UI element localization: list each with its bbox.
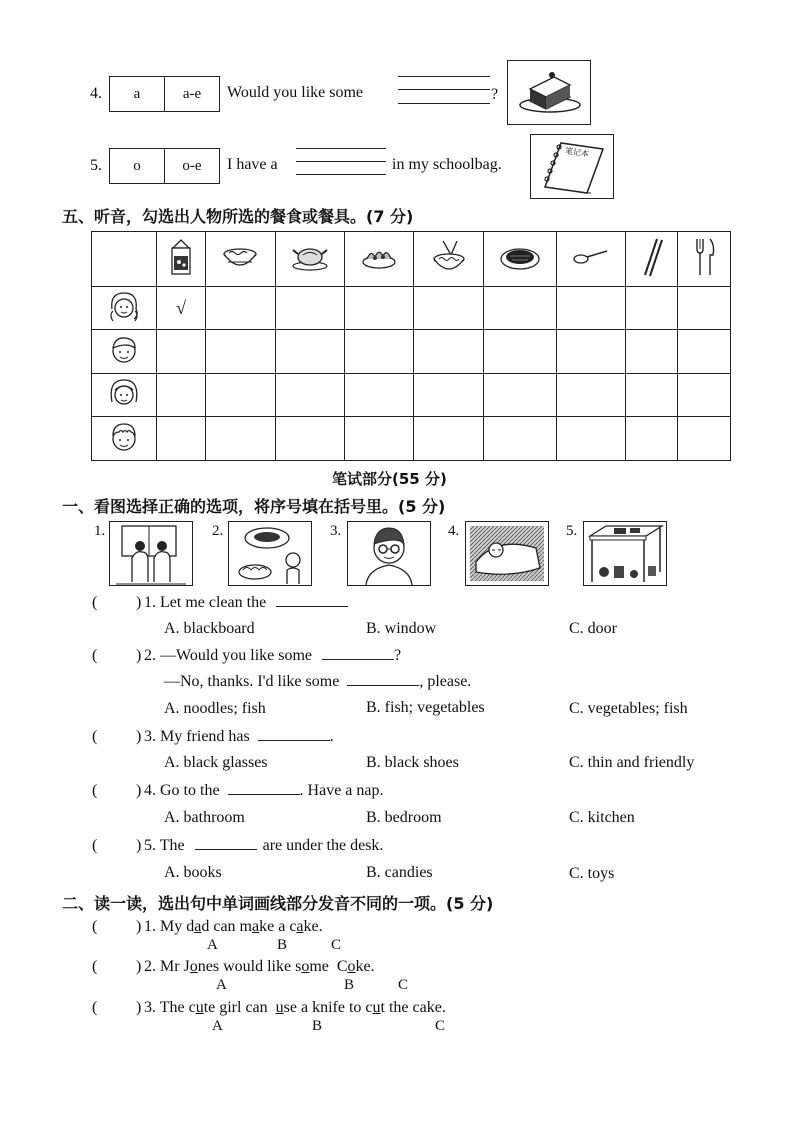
- col-milk: [157, 232, 206, 287]
- col-noodles-bowl: [206, 232, 275, 287]
- q2-blank-1[interactable]: [322, 659, 394, 660]
- q4-blank[interactable]: [228, 794, 300, 795]
- grid-cell[interactable]: [625, 330, 677, 374]
- q3-option-c[interactable]: C. thin and friendly: [569, 754, 695, 771]
- grid-cell[interactable]: [678, 330, 731, 374]
- col-chicken: [275, 232, 344, 287]
- s2q2-p3: me C: [309, 958, 348, 975]
- s2q1-u1: a: [194, 918, 202, 935]
- q1-option-c[interactable]: C. door: [569, 620, 617, 637]
- q4-line-2: [398, 89, 490, 90]
- col-vegetables: [344, 232, 413, 287]
- q3-option-b[interactable]: B. black shoes: [366, 754, 459, 771]
- q5-phonics-box: [109, 148, 220, 184]
- q3-stem: [144, 728, 334, 746]
- q1-blank[interactable]: [276, 606, 348, 607]
- q5s-option-b[interactable]: B. candies: [366, 864, 433, 881]
- q2-option-a[interactable]: A. noodles; fish: [164, 700, 266, 717]
- check-mark: √: [176, 297, 186, 318]
- q5s-stem: [144, 837, 383, 855]
- q2-paren-open: (: [92, 647, 98, 664]
- picture-food-choice: [228, 521, 312, 586]
- grid-cell[interactable]: [275, 330, 344, 374]
- row-boy-2: [92, 417, 157, 461]
- grid-cell[interactable]: [483, 287, 556, 330]
- col-noodles: [414, 232, 483, 287]
- s2q2-letter-c: C: [398, 977, 409, 993]
- q4-stem: [144, 782, 384, 800]
- grid-cell[interactable]: [206, 330, 275, 374]
- s2q1-u2: a: [252, 918, 260, 935]
- notebook-label: 笔记本: [564, 146, 590, 159]
- chicken-icon: [290, 242, 330, 272]
- s2q2-paren-close: ): [136, 958, 142, 975]
- grid-cell[interactable]: [414, 374, 483, 417]
- written-title: 笔试部分(55 分): [332, 470, 447, 488]
- steak-icon: [499, 242, 541, 272]
- grid-cell[interactable]: [344, 417, 413, 461]
- q2-paren-close: ): [136, 647, 142, 664]
- q5s-option-a[interactable]: A. books: [164, 864, 222, 881]
- q1-paren-open: (: [92, 594, 98, 611]
- q4-paren-open: (: [92, 782, 98, 799]
- grid-cell[interactable]: [483, 417, 556, 461]
- grid-cell[interactable]: [157, 374, 206, 417]
- q2-text: 2. —Would you like some: [144, 647, 313, 664]
- q2-stem: [144, 647, 401, 665]
- q4-option-c[interactable]: C. kitchen: [569, 809, 635, 826]
- q4-end: . Have a nap.: [299, 782, 384, 799]
- q3-blank[interactable]: [258, 740, 330, 741]
- grid-cell[interactable]: [206, 417, 275, 461]
- q4-text: Would you like some: [227, 84, 364, 101]
- s2q3-u3: u: [372, 999, 381, 1016]
- s2q1-letter-a: A: [207, 937, 218, 953]
- q2-line2-text: —No, thanks. I'd like some: [164, 673, 340, 690]
- q3-text: 3. My friend has: [144, 728, 250, 745]
- grid-cell[interactable]: [157, 330, 206, 374]
- q5s-end: are under the desk.: [262, 837, 384, 854]
- grid-corner: [92, 232, 157, 287]
- s2q1-p3: ke a c: [259, 918, 297, 935]
- q4-cell-2: a-e: [164, 77, 219, 111]
- notebook-picture: [530, 134, 614, 199]
- q4-line-3: [398, 103, 490, 104]
- boy-face-icon: [107, 333, 141, 367]
- knife-fork-icon: [689, 237, 719, 277]
- chopsticks-icon: [637, 237, 667, 277]
- s2q3-paren-close: ): [136, 999, 142, 1016]
- s2q2-letter-a: A: [216, 977, 227, 993]
- pic3-number: 3.: [330, 523, 342, 539]
- col-knife-fork: [678, 232, 731, 287]
- listening-grid: [91, 231, 731, 461]
- pic5-number: 5.: [566, 523, 578, 539]
- grid-cell[interactable]: [344, 374, 413, 417]
- q5s-blank[interactable]: [195, 849, 257, 850]
- q4-number: 4.: [90, 85, 102, 102]
- s2q3-p1: 3. The c: [144, 999, 196, 1016]
- milk-icon: [167, 238, 195, 276]
- q4-paren-close: ): [136, 782, 142, 799]
- girl-face-icon: [107, 289, 141, 323]
- s2q1-paren-open: (: [92, 918, 98, 935]
- grid-cell[interactable]: [556, 330, 625, 374]
- grid-cell[interactable]: [275, 374, 344, 417]
- q5-cell-1: o: [133, 157, 141, 174]
- q4-option-b[interactable]: B. bedroom: [366, 809, 442, 826]
- grid-cell[interactable]: [275, 287, 344, 330]
- spoon-icon: [571, 245, 611, 269]
- q4-end: ?: [491, 86, 499, 103]
- picture-window-cleaning: [109, 521, 193, 586]
- q2-blank-2[interactable]: [347, 685, 419, 686]
- s2q1-p1: 1. My d: [144, 918, 195, 935]
- noodles-icon: [429, 239, 469, 275]
- row-boy-1: [92, 330, 157, 374]
- grid-cell[interactable]: [556, 417, 625, 461]
- grid-cell[interactable]: [157, 417, 206, 461]
- grid-cell[interactable]: [206, 287, 275, 330]
- q5-line-2: [296, 161, 386, 162]
- grid-cell[interactable]: [678, 374, 731, 417]
- s2q3-letter-a: A: [212, 1018, 223, 1034]
- q1-stem: [144, 594, 348, 612]
- q4-line-1: [398, 76, 490, 77]
- s2q2-p2: nes would like s: [197, 958, 302, 975]
- q2-option-c[interactable]: C. vegetables; fish: [569, 700, 688, 717]
- s2q2-p1: 2. Mr J: [144, 958, 190, 975]
- row-girl-1: [92, 287, 157, 330]
- q3-option-a[interactable]: A. black glasses: [164, 754, 268, 771]
- s2q2-letter-b: B: [344, 977, 355, 993]
- grid-cell[interactable]: [414, 330, 483, 374]
- q5-number: 5.: [90, 157, 102, 174]
- s2q3-sentence: [144, 999, 446, 1017]
- pic2-number: 2.: [212, 523, 224, 539]
- pic1-number: 1.: [94, 523, 106, 539]
- s2q3-u1: u: [195, 999, 204, 1016]
- q2-line2-end: , please.: [419, 673, 472, 690]
- q4-text: 4. Go to the: [144, 782, 220, 799]
- grid-cell[interactable]: [678, 417, 731, 461]
- s2q1-p4: ke.: [303, 918, 323, 935]
- s2q3-p3: se a knife to c: [283, 999, 373, 1016]
- grid-cell[interactable]: [275, 417, 344, 461]
- q2-qmark: ?: [394, 647, 402, 664]
- picture-toys-under-desk: [583, 521, 667, 586]
- s2q3-p4: t the cake.: [380, 999, 446, 1016]
- q1-option-b[interactable]: B. window: [366, 620, 437, 637]
- q4-cell-1: a: [133, 85, 141, 102]
- section2-title: 二、读一读，选出句中单词画线部分发音不同的一项。(5 分): [62, 894, 494, 913]
- s2q2-sentence: [144, 958, 375, 976]
- s2q2-paren-open: (: [92, 958, 98, 975]
- q5s-paren-close: ): [136, 837, 142, 854]
- s2q2-p4: ke.: [355, 958, 375, 975]
- q1-option-a[interactable]: A. blackboard: [164, 620, 255, 637]
- s2q3-letter-c: C: [435, 1018, 446, 1034]
- cake-picture: [507, 60, 591, 125]
- q5-line-3: [296, 174, 386, 175]
- q5s-option-c[interactable]: C. toys: [569, 865, 615, 882]
- q3-paren-close: ): [136, 728, 142, 745]
- section1-title: 一、看图选择正确的选项，将序号填在括号里。(5 分): [62, 497, 446, 516]
- s2q1-p2: d can m: [201, 918, 252, 935]
- s2q1-letter-c: C: [331, 937, 342, 953]
- q5-cell-2: o-e: [164, 149, 219, 183]
- s2q1-paren-close: ): [136, 918, 142, 935]
- s2q1-sentence: [144, 918, 323, 936]
- q3-paren-open: (: [92, 728, 98, 745]
- noodles-bowl-icon: [220, 242, 260, 272]
- q1-text: 1. Let me clean the: [144, 594, 267, 611]
- grid-cell[interactable]: [344, 287, 413, 330]
- grid-cell[interactable]: [556, 374, 625, 417]
- picture-friend-glasses: [347, 521, 431, 586]
- q3-end: .: [329, 728, 334, 745]
- s2q3-p2: te girl can: [203, 999, 276, 1016]
- q1-paren-close: ): [136, 594, 142, 611]
- grid-cell[interactable]: [414, 287, 483, 330]
- grid-cell[interactable]: [483, 374, 556, 417]
- grid-cell[interactable]: [556, 287, 625, 330]
- s2q2-u2: o: [301, 958, 310, 975]
- q5-text-after: in my schoolbag.: [392, 156, 502, 173]
- row-girl-2: [92, 374, 157, 417]
- grid-cell[interactable]: [625, 287, 677, 330]
- part5-title: 五、听音，勾选出人物所选的餐食或餐具。(7 分): [62, 207, 414, 226]
- s2q3-paren-open: (: [92, 999, 98, 1016]
- s2q2-u3: o: [347, 958, 356, 975]
- col-chopsticks: [625, 232, 677, 287]
- s2q1-letter-b: B: [277, 937, 288, 953]
- grid-cell[interactable]: [625, 417, 677, 461]
- example-check-cell: [157, 287, 206, 330]
- q5s-paren-open: (: [92, 837, 98, 854]
- q4-phonics-box: [109, 76, 220, 112]
- s2q3-letter-b: B: [312, 1018, 323, 1034]
- grid-cell[interactable]: [206, 374, 275, 417]
- vegetables-icon: [359, 242, 399, 272]
- s2q3-u2: u: [275, 999, 284, 1016]
- s2q2-u1: o: [189, 958, 198, 975]
- q5s-text: 5. The: [144, 837, 185, 854]
- s2q1-u3: a: [296, 918, 304, 935]
- boy-face-icon: [107, 420, 141, 454]
- grid-cell[interactable]: [483, 330, 556, 374]
- grid-cell[interactable]: [678, 287, 731, 330]
- girl-face-icon: [107, 376, 141, 410]
- picture-nap: [465, 521, 549, 586]
- grid-cell[interactable]: [625, 374, 677, 417]
- q4-option-a[interactable]: A. bathroom: [164, 809, 245, 826]
- grid-cell[interactable]: [414, 417, 483, 461]
- col-steak: [483, 232, 556, 287]
- pic4-number: 4.: [448, 523, 460, 539]
- grid-cell[interactable]: [344, 330, 413, 374]
- q5-line-1: [296, 148, 386, 149]
- q5-text-before: I have a: [227, 156, 278, 173]
- q2-option-b[interactable]: B. fish; vegetables: [366, 699, 485, 716]
- q2-line2: [164, 673, 471, 691]
- col-spoon: [556, 232, 625, 287]
